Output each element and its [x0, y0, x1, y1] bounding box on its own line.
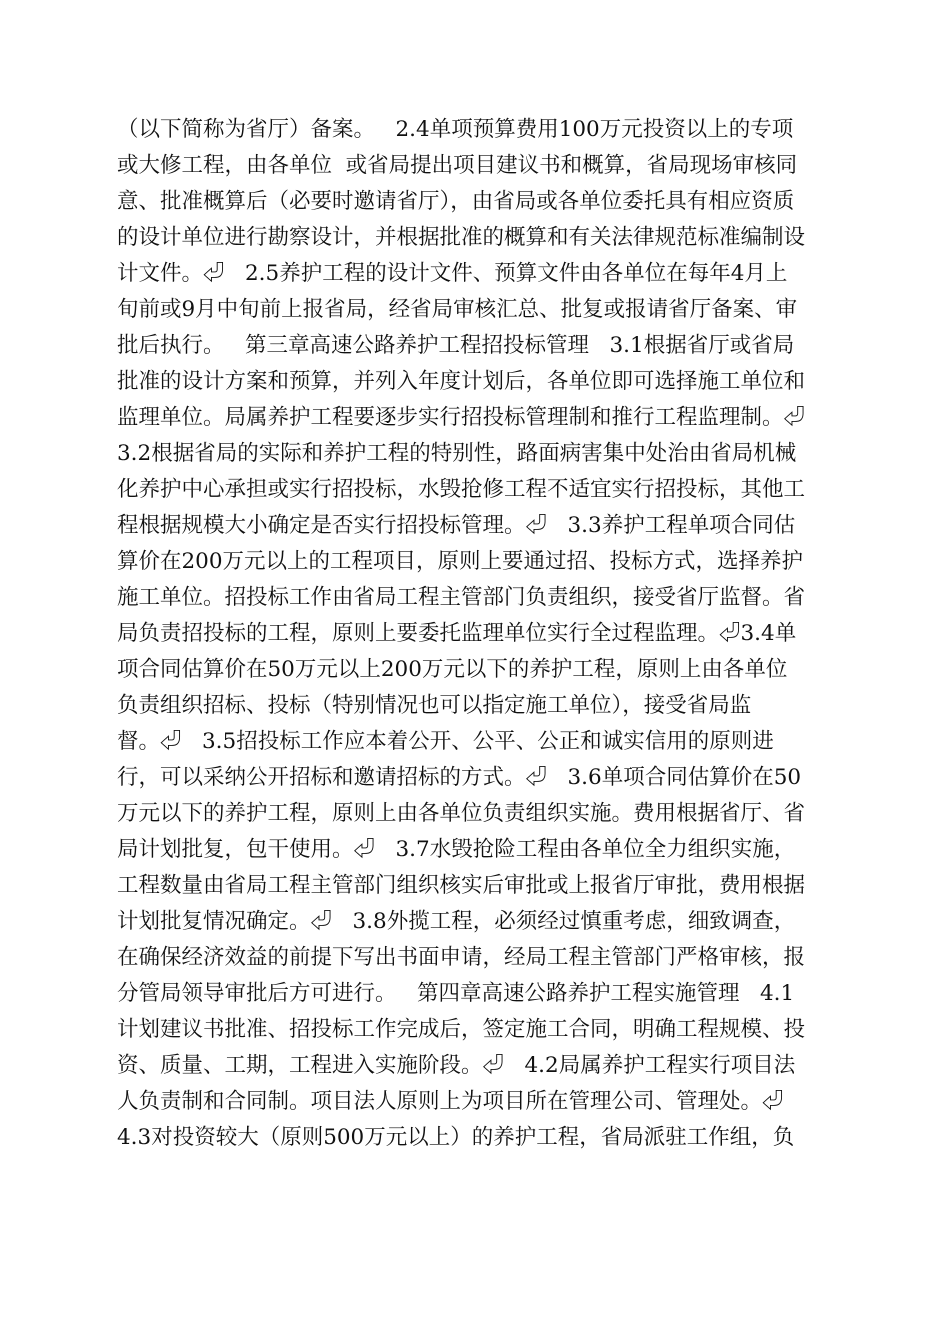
- text-line: 万元以下的养护工程，原则上由各单位负责组织实施。费用根据省厅、省: [117, 801, 806, 826]
- text-line: 旬前或9月中旬前上报省局，经省局审核汇总、批复或报请省厅备案、审: [117, 297, 798, 322]
- text-line: 监理单位。局属养护工程要逐步实行招投标管理制和推行工程监理制。⏎: [117, 405, 806, 430]
- text-line: 3.2根据省局的实际和养护工程的特别性，路面病害集中处治由省局机械: [117, 441, 797, 466]
- text-line: 行，可以采纳公开招标和邀请招标的方式。⏎ 3.6单项合同估算价在50: [117, 765, 802, 790]
- text-line: 负责组织招标、投标（特别情况也可以指定施工单位），接受省局监: [117, 693, 752, 718]
- text-line: 分管局领导审批后方可进行。 第四章高速公路养护工程实施管理 4.1: [117, 981, 795, 1006]
- text-line: 局计划批复，包干使用。⏎ 3.7水毁抢险工程由各单位全力组织实施，: [117, 837, 796, 862]
- text-line: 施工单位。招投标工作由省局工程主管部门负责组织，接受省厅监督。省: [117, 585, 806, 610]
- text-line: 计划建议书批准、招投标工作完成后，签定施工合同，明确工程规模、投: [117, 1017, 806, 1042]
- text-line: 程根据规模大小确定是否实行招投标管理。⏎ 3.3养护工程单项合同估: [117, 513, 796, 538]
- text-line: 项合同估算价在50万元以上200万元以下的养护工程，原则上由各单位: [117, 657, 788, 682]
- text-line: （以下简称为省厅）备案。 2.4单项预算费用100万元投资以上的专项: [117, 117, 794, 142]
- text-line: 督。⏎ 3.5招投标工作应本着公开、公平、公正和诚实信用的原则进: [117, 729, 774, 754]
- text-line: 批后执行。 第三章高速公路养护工程招投标管理 3.1根据省厅或省局: [117, 333, 795, 358]
- text-line: 4.3对投资较大（原则500万元以上）的养护工程，省局派驻工作组，负: [117, 1125, 795, 1150]
- text-line: 或大修工程，由各单位 或省局提出项目建议书和概算，省局现场审核同: [117, 153, 798, 178]
- text-line: 局负责招投标的工程，原则上要委托监理单位实行全过程监理。⏎3.4单: [117, 621, 797, 646]
- text-line: 计文件。⏎ 2.5养护工程的设计文件、预算文件由各单位在每年4月上: [117, 261, 788, 286]
- text-line: 人负责制和合同制。项目法人原则上为项目所在管理公司、管理处。⏎: [117, 1089, 784, 1114]
- text-line: 资、质量、工期，工程进入实施阶段。⏎ 4.2局属养护工程实行项目法: [117, 1053, 796, 1078]
- body-text: [117, 112, 833, 1156]
- text-line: 意、批准概算后（必要时邀请省厅），由省局或各单位委托具有相应资质: [117, 189, 795, 214]
- text-line: 计划批复情况确定。⏎ 3.8外揽工程，必须经过慎重考虑，细致调查，: [117, 909, 796, 934]
- text-line: 的设计单位进行勘察设计，并根据批准的概算和有关法律规范标准编制设: [117, 225, 806, 250]
- text-line: 工程数量由省局工程主管部门组织核实后审批或上报省厅审批，费用根据: [117, 873, 806, 898]
- text-line: 算价在200万元以上的工程项目，原则上要通过招、投标方式，选择养护: [117, 549, 804, 574]
- text-line: 批准的设计方案和预算，并列入年度计划后，各单位即可选择施工单位和: [117, 369, 806, 394]
- text-line: 在确保经济效益的前提下写出书面申请，经局工程主管部门严格审核，报: [117, 945, 806, 970]
- text-line: 化养护中心承担或实行招投标，水毁抢修工程不适宜实行招投标，其他工: [117, 477, 806, 502]
